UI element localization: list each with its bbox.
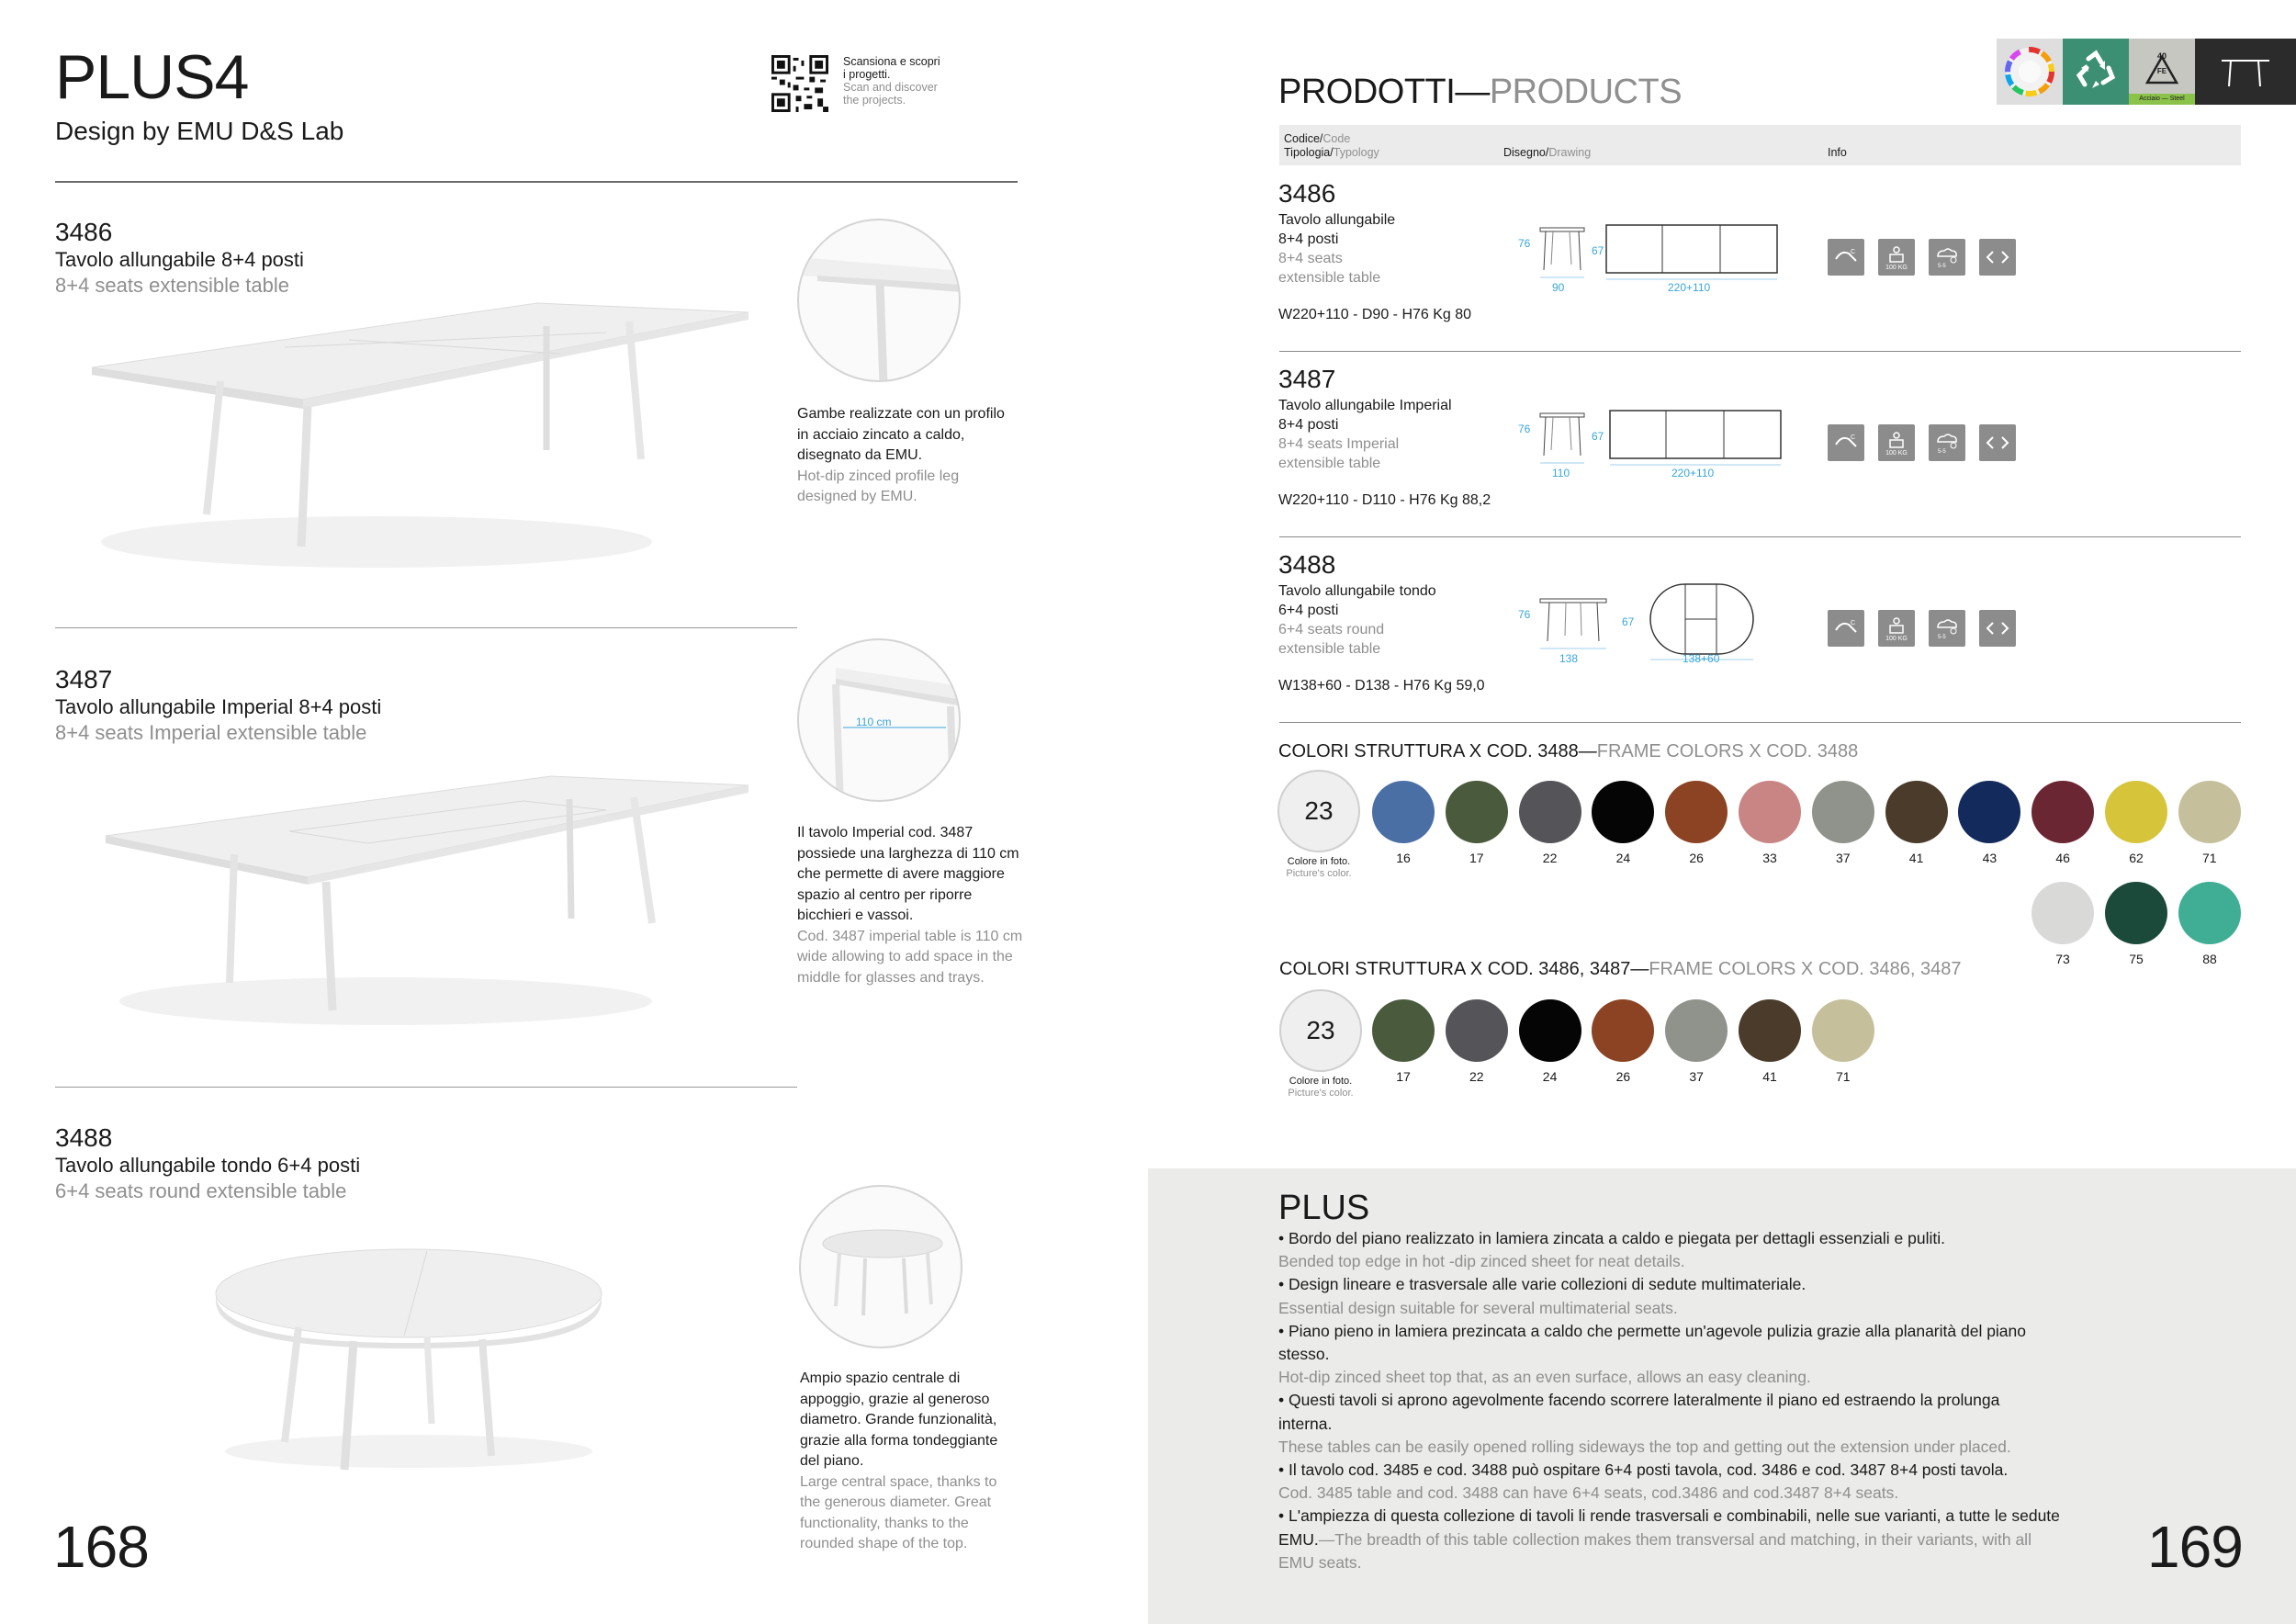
color-swatch-label: 41 (1762, 1069, 1777, 1084)
depth-dimension: 110 (1552, 467, 1570, 479)
length-dimension: 220+110 (1668, 281, 1711, 294)
recycle-icon (2063, 39, 2129, 105)
height-dimension: 76 (1518, 237, 1531, 250)
plus-feature-list (1278, 1227, 2068, 1574)
row-divider (1279, 722, 2241, 723)
plus-line: • Il tavolo cod. 3485 e cod. 3488 può ospitare 6+4 posti tavola, cod. 3486 e cod. 3487 8+4 posti tavola. (1278, 1460, 2009, 1480)
product-name-it: Tavolo allungabile tondo 6+4 posti (55, 1153, 361, 1177)
plus-line: EMU.—The breadth of this table collection makes them transversal and matching, in their variants, with all (1278, 1529, 2032, 1549)
table-silhouette-icon (2195, 39, 2296, 105)
depth-dimension: 138 (1559, 652, 1579, 665)
svg-text:5-5: 5-5 (1938, 264, 1946, 269)
color-swatch-73[interactable] (2032, 882, 2094, 944)
plus-line: interna. (1278, 1414, 1333, 1433)
product-spec: W220+110 - D110 - H76 Kg 88,2 (1278, 491, 1491, 508)
leg-detail-3486-image (797, 219, 961, 382)
color-swatch-22[interactable] (1446, 999, 1508, 1062)
product-spec: W138+60 - D138 - H76 Kg 59,0 (1278, 677, 1485, 694)
color-swatch-22[interactable] (1519, 781, 1581, 843)
weight-capacity-icon: 100 KG (1878, 239, 1915, 276)
color-swatch-label: 37 (1836, 851, 1851, 865)
round-table-3488-thumbnail (799, 1185, 962, 1348)
steel-recycling-icon: 40 FE Acciaio — Steel (2129, 39, 2195, 105)
featured-color-caption: Colore in foto. Picture's color. (1288, 1076, 1354, 1099)
color-swatch-label: 24 (1542, 1069, 1558, 1084)
row-divider (1279, 351, 2241, 352)
side-view-drawing (1538, 410, 1612, 483)
height-dimension: 76 (1518, 423, 1531, 435)
plus-line: • L'ampiezza di questa collezione di tavoli li rende trasversali e combinabili, nelle sue varianti, a tutte le sedute (1278, 1506, 2060, 1526)
color-swatch-17[interactable] (1446, 781, 1508, 843)
product-block-3487 (55, 666, 381, 747)
description-3487: Il tavolo Imperial cod. 3487 possiede una larghezza di 110 cm che permette di avere maggiore spazio al centro per riporre bicchieri e vassoi. Cod. 3487 imperial table is 110 cm wide allowing to add space in the middle for glasses and trays. (797, 825, 1023, 986)
color-swatch-71[interactable] (1812, 999, 1874, 1062)
color-swatch-26[interactable] (1592, 999, 1654, 1062)
product-row-3487 (1278, 366, 1491, 510)
product-name-en: 6+4 seats round extensible table (55, 1179, 347, 1203)
color-swatch-24[interactable] (1592, 781, 1654, 843)
product-code: 3486 (1278, 179, 1336, 208)
designer-credit: Design by EMU D&S Lab (55, 117, 344, 145)
product-name-en: 8+4 seats Imperial extensible table (55, 721, 367, 745)
product-name-it: Tavolo allungabile Imperial 8+4 posti (55, 694, 382, 718)
indoor-outdoor-icon (1828, 424, 1864, 461)
extensible-icon (1979, 610, 2016, 647)
length-dimension: 220+110 (1671, 467, 1715, 479)
color-swatch-46[interactable] (2032, 781, 2094, 843)
color-swatch-label: 62 (2129, 851, 2144, 865)
product-name: Tavolo allungabile Imperial 8+4 posti 8+4 seats Imperial extensible table (1278, 397, 1452, 471)
width-detail-3487-image (797, 638, 961, 802)
color-swatch-label: 75 (2129, 952, 2144, 966)
svg-text:5-5: 5-5 (1938, 449, 1946, 455)
inner-height-dimension: 67 (1622, 615, 1635, 628)
featured-color-swatch[interactable]: 23 (1277, 770, 1360, 852)
color-swatch-37[interactable] (1812, 781, 1874, 843)
color-swatch-label: 41 (1908, 851, 1924, 865)
svg-text:C: C (1851, 434, 1856, 441)
plus-title: PLUS (1278, 1189, 1370, 1227)
color-swatch-label: 16 (1396, 851, 1411, 865)
top-view-drawing (1605, 224, 1780, 288)
height-dimension: 76 (1518, 608, 1531, 621)
color-swatch-41[interactable] (1739, 999, 1801, 1062)
page-number-left: 168 (53, 1514, 149, 1580)
color-swatch-label: 33 (1762, 851, 1777, 865)
plus-line: EMU seats. (1278, 1552, 1362, 1572)
plus-line: • Questi tavoli si aprono agevolmente facendo scorrere lateralmente il piano ed estraendo la prolunga (1278, 1391, 2000, 1410)
svg-text:C: C (1851, 620, 1856, 626)
header-drawing-label: Disegno/Drawing (1503, 146, 1592, 159)
header-divider (55, 181, 1018, 183)
depth-dimension: 90 (1552, 281, 1565, 294)
product-code: 3486 (55, 218, 113, 246)
product-name-it: Tavolo allungabile 8+4 posti (55, 247, 304, 271)
color-swatch-37[interactable] (1665, 999, 1728, 1062)
color-swatch-label: 73 (2055, 952, 2070, 966)
product-name-en: 8+4 seats extensible table (55, 274, 290, 298)
inner-height-dimension: 67 (1592, 244, 1604, 257)
color-swatch-label: 22 (1469, 1069, 1484, 1084)
plus-line: Cod. 3485 table and cod. 3488 can have 6+4 seats, cod.3486 and cod.3487 8+4 seats. (1278, 1483, 1899, 1503)
product-code: 3487 (55, 665, 113, 694)
color-swatch-62[interactable] (2105, 781, 2167, 843)
colors-3486-title: COLORI STRUTTURA X COD. 3486, 3487—FRAME COLORS X COD. 3486, 3487 (1279, 959, 1962, 979)
color-swatch-label: 17 (1469, 851, 1484, 865)
color-swatch-33[interactable] (1739, 781, 1801, 843)
svg-text:5-5: 5-5 (1938, 635, 1946, 640)
weight-capacity-icon: 100 KG (1878, 610, 1915, 647)
page-number-right: 169 (2147, 1514, 2243, 1580)
product-row-3486 (1278, 180, 1471, 324)
svg-text:C: C (1851, 249, 1856, 255)
weather-resistance-icon (1929, 239, 1965, 276)
featured-color-swatch[interactable]: 23 (1279, 989, 1362, 1072)
plus-line: • Bordo del piano realizzato in lamiera zincata a caldo e piegata per dettagli essenziali e puliti. (1278, 1229, 1946, 1247)
color-swatch-43[interactable] (1958, 781, 2020, 843)
row-divider (1279, 536, 2241, 537)
length-dimension: 138+60 (1683, 652, 1720, 665)
color-swatch-label: 71 (1836, 1069, 1851, 1084)
weather-resistance-icon (1929, 610, 1965, 647)
products-title: PRODOTTI—PRODUCTS (1278, 73, 1683, 111)
product-block-3488 (55, 1124, 360, 1205)
plus-line: • Piano pieno in lamiera prezincata a caldo che permette un'agevole pulizia grazie alla planarità del piano (1278, 1321, 2027, 1340)
side-view-drawing (1538, 224, 1612, 298)
section-divider (55, 1087, 797, 1088)
color-swatch-88[interactable] (2178, 882, 2241, 944)
top-view-drawing (1609, 410, 1784, 474)
colors-3488-title: COLORI STRUTTURA X COD. 3488—FRAME COLORS X COD. 3488 (1278, 741, 1859, 761)
plus-line: Essential design suitable for several multimaterial seats. (1278, 1298, 1678, 1317)
color-swatch-16[interactable] (1372, 781, 1435, 843)
indoor-outdoor-icon (1828, 610, 1864, 647)
plus-line: Bended top edge in hot -dip zinced sheet for neat details. (1278, 1252, 1685, 1271)
brand-title: PLUS4 (55, 42, 249, 112)
width-dimension-label: 110 cm (856, 716, 892, 728)
extensible-icon (1979, 424, 2016, 461)
color-swatch-label: 26 (1689, 851, 1704, 865)
color-swatch-label: 43 (1982, 851, 1998, 865)
color-swatch-label: 26 (1615, 1069, 1631, 1084)
plus-line: • Design lineare e trasversale alle varie collezioni di sedute multimateriale. (1278, 1275, 1806, 1294)
plus-line: Hot-dip zinced sheet top that, as an even surface, allows an easy cleaning. (1278, 1368, 1811, 1387)
product-name: Tavolo allungabile tondo 6+4 posti 6+4 seats round extensible table (1278, 582, 1436, 657)
extensible-icon (1979, 239, 2016, 276)
color-swatch-26[interactable] (1665, 781, 1728, 843)
color-wheel-icon (1997, 39, 2063, 105)
qr-caption: Scansiona e scopri i progetti. Scan and discover the projects. (843, 55, 940, 107)
plus-line: These tables can be easily opened rolling sideways the top and getting out the extension under placed. (1278, 1437, 2011, 1456)
product-row-3488 (1278, 551, 1485, 695)
color-swatch-label: 22 (1542, 851, 1558, 865)
description-3488: Ampio spazio centrale di appoggio, grazie al generoso diametro. Grande funzionalità, grazie alla forma tondeggiante del piano. Large central space, thanks to the generous diameter. Great functionality, thanks to the rounded shape of the top. (800, 1370, 998, 1551)
description-3486: Gambe realizzate con un profilo in acciaio zincato a caldo, disegnato da EMU. Hot-dip zinced profile leg designed by EMU. (797, 406, 1005, 504)
color-swatch-label: 71 (2202, 851, 2217, 865)
inner-height-dimension: 67 (1592, 430, 1604, 443)
color-swatch-label: 37 (1689, 1069, 1704, 1084)
color-swatch-label: 17 (1396, 1069, 1411, 1084)
table-3486-image (73, 276, 771, 579)
color-swatch-label: 88 (2202, 952, 2217, 966)
table-header-bar (1279, 125, 2241, 165)
color-swatch-label: 24 (1615, 851, 1631, 865)
color-swatch-24[interactable] (1519, 999, 1581, 1062)
color-swatch-41[interactable] (1885, 781, 1948, 843)
plus-line: stesso. (1278, 1345, 1330, 1364)
product-code: 3488 (1278, 550, 1336, 579)
color-swatch-71[interactable] (2178, 781, 2241, 843)
indoor-outdoor-icon (1828, 239, 1864, 276)
color-swatch-label: 46 (2055, 851, 2070, 865)
color-swatch-75[interactable] (2105, 882, 2167, 944)
section-divider (55, 627, 797, 628)
product-code: 3487 (1278, 365, 1336, 393)
qr-code-icon[interactable] (771, 55, 828, 112)
weather-resistance-icon (1929, 424, 1965, 461)
product-spec: W220+110 - D90 - H76 Kg 80 (1278, 306, 1472, 322)
product-name: Tavolo allungabile 8+4 posti 8+4 seats extensible table (1278, 211, 1396, 286)
weight-capacity-icon: 100 KG (1878, 424, 1915, 461)
product-code: 3488 (55, 1123, 113, 1152)
header-info-label: Info (1828, 146, 1847, 159)
color-swatch-17[interactable] (1372, 999, 1435, 1062)
header-code-label: Codice/Code Tipologia/Typology (1284, 132, 1379, 159)
table-3488-image (207, 1240, 620, 1479)
featured-color-caption: Colore in foto. Picture's color. (1286, 856, 1352, 879)
